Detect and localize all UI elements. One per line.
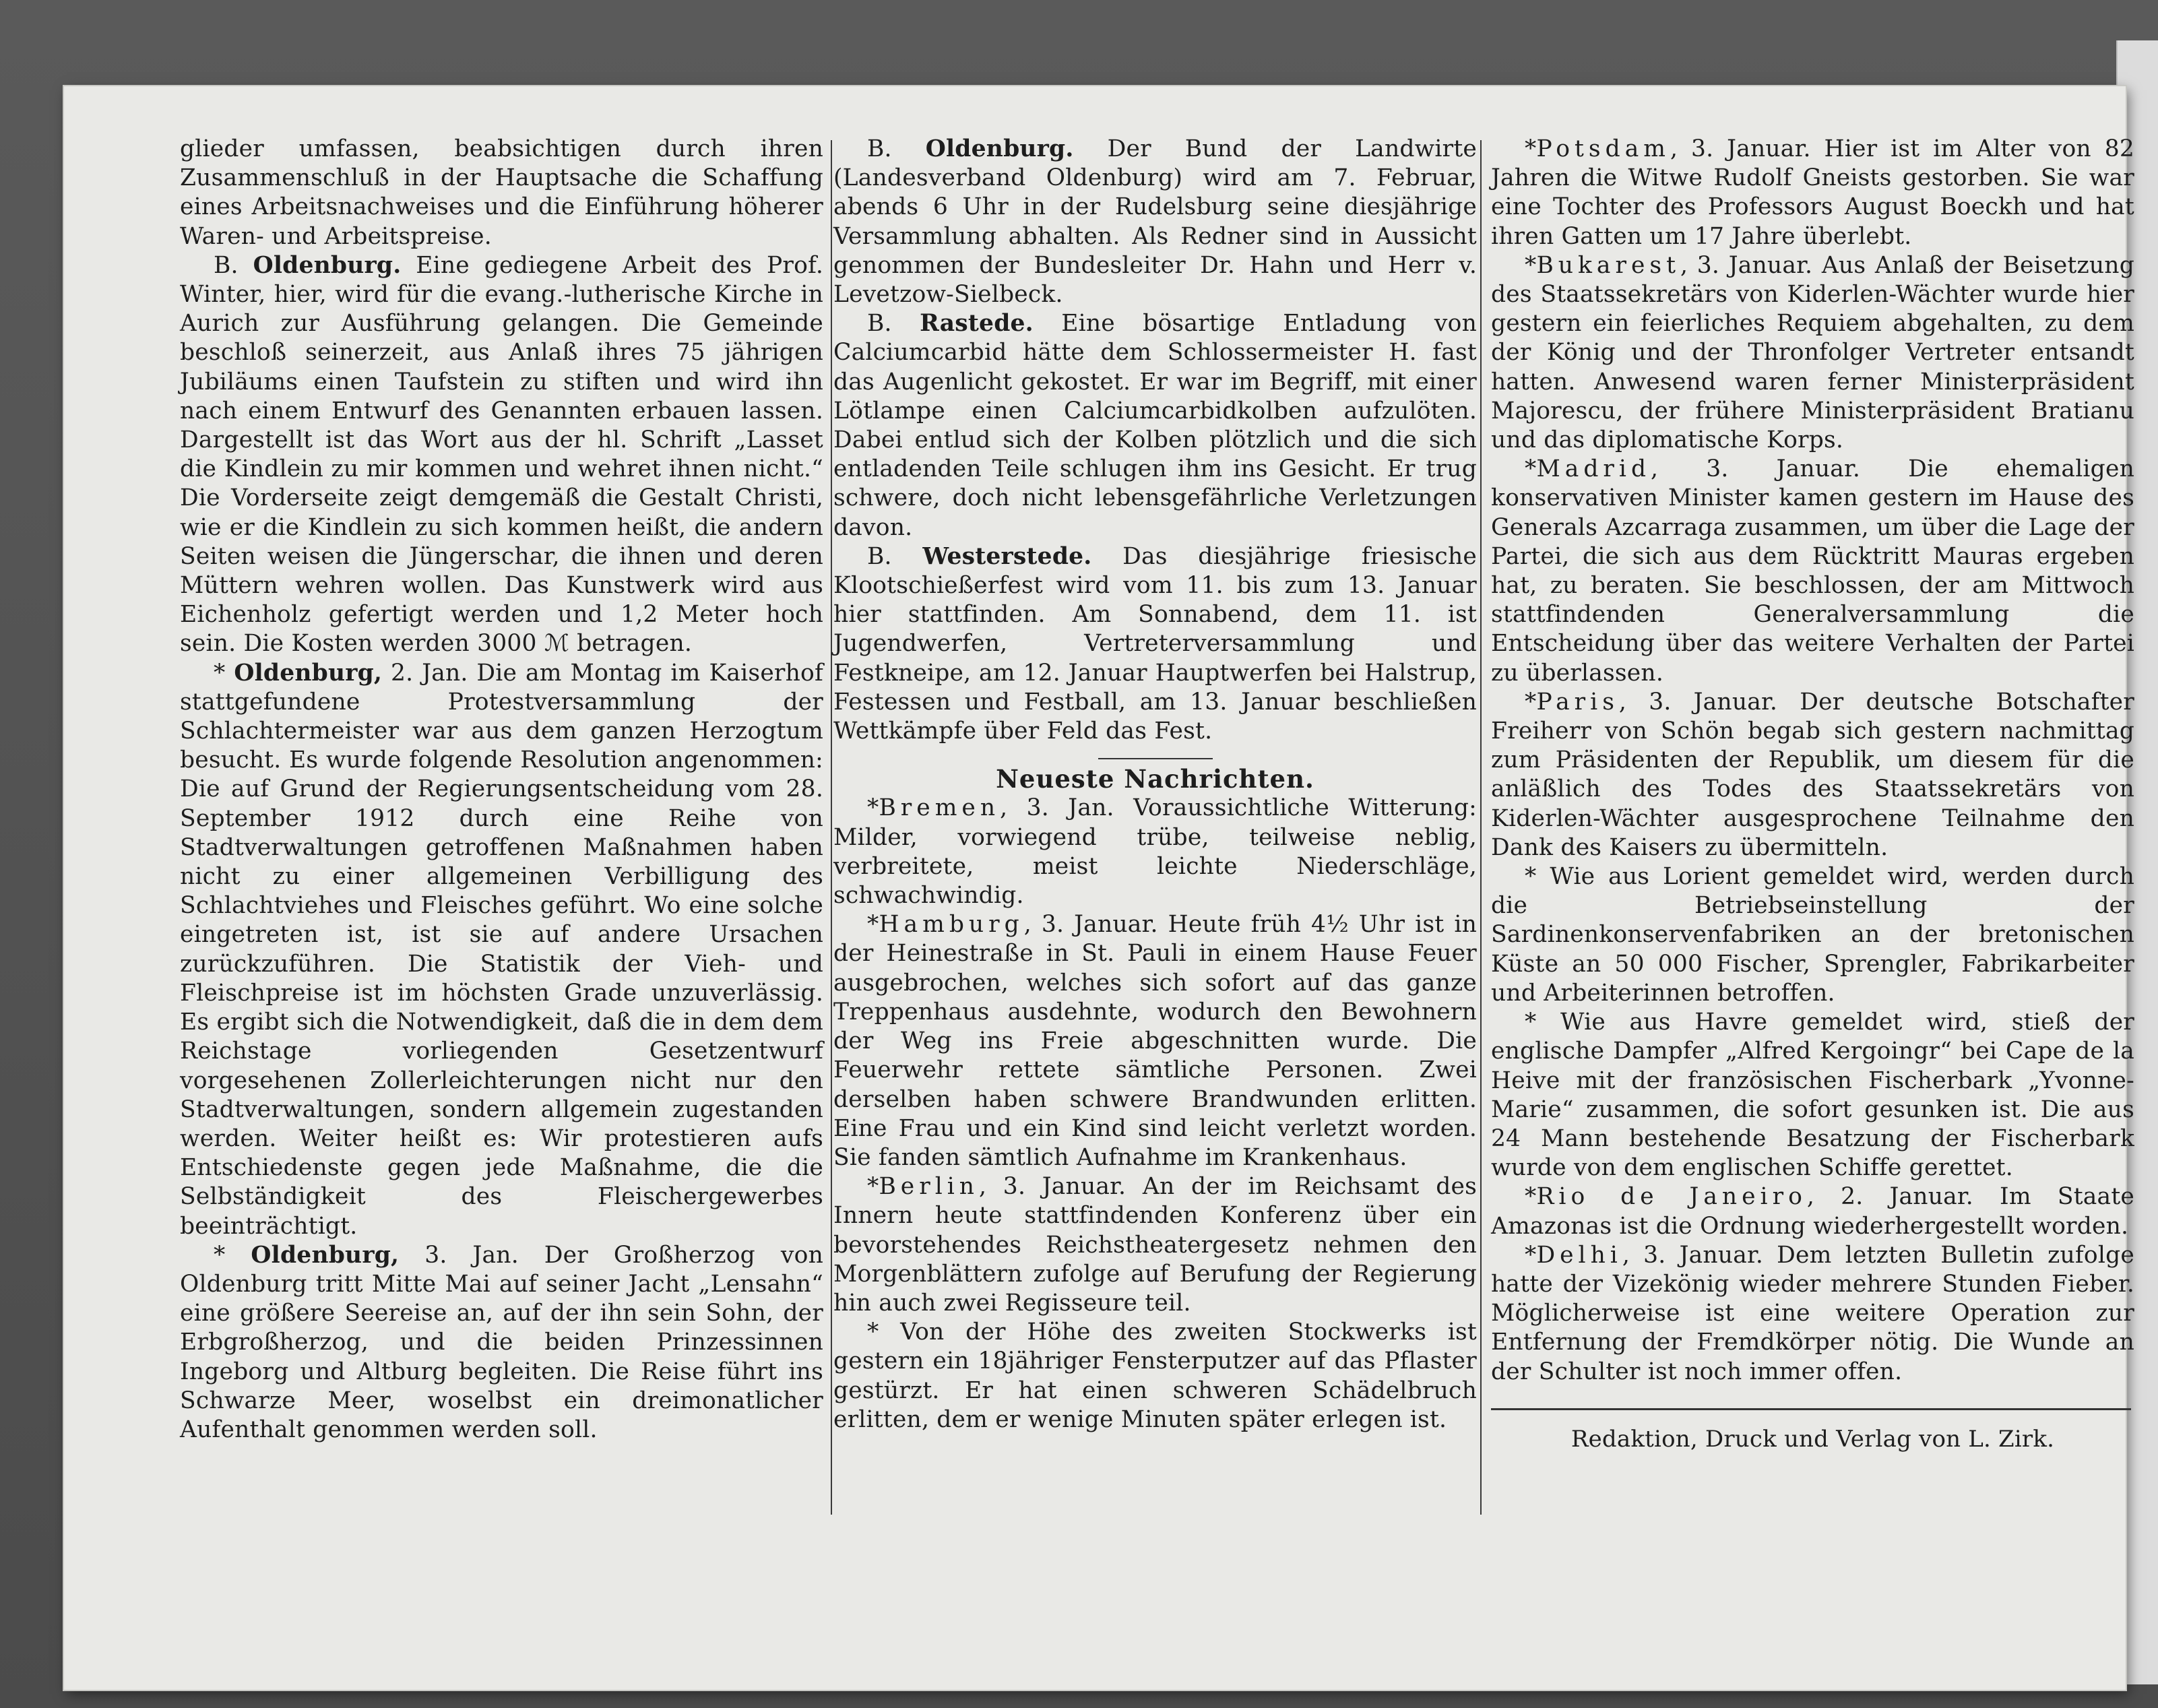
news-item: B. Oldenburg. Der Bund der Landwirte (Landesverband Oldenburg) wird am 7. Februar, abends 6 Uhr in der Rudelsburg seine diesjährige Versammlung abhalten. Als Redner sind in Aussicht genommen der Bundesleiter Dr. Hahn und Herr v. Levetzow-Sielbeck. <box>833 135 1477 309</box>
section-title: Neueste Nachrichten. <box>996 764 1314 794</box>
dateline-place: Rastede. <box>920 310 1034 338</box>
news-item: B. Oldenburg. Eine gediegene Arbeit des Prof. Winter, hier, wird für die evang.-lutherische Kirche in Aurich zur Ausführung gelangen. Die Gemeinde beschloß seinerzeit, aus Anlaß ihres 75 jährigen Jubiläums einen Taufstein zu stiften und wird ihn nach einem Entwurf des Genannten erbauen lassen. Dargestellt ist das Wort aus der hl. Schrift „Lasset die Kindlein zu mir kommen und wehret ihnen nicht.“ Die Vorderseite zeigt demgemäß die Gestalt Christi, wie er die Kindlein zu sich kommen heißt, die andern Seiten weisen die Jüngerschar, die ihnen und deren Müttern wehren wollen. Das Kunstwerk wird aus Eichenholz gefertigt werden und 1,2 Meter hoch sein. Die Kosten werden 3000 ℳ betragen. <box>180 251 823 658</box>
news-item: *Potsdam, 3. Januar. Hier ist im Alter von 82 Jahren die Witwe Rudolf Gneists gestorben. Sie war eine Tochter des Professors August Boeckh und hat ihren Gatten um 17 Jahre überlebt. <box>1491 135 2134 250</box>
news-item: *Bukarest, 3. Januar. Aus Anlaß der Beisetzung des Staatssekretärs von Kiderlen-Wächter wurde hier gestern ein feierliches Requiem abgehalten, zu dem der König und der Thronfolger Vertreter entsandt hatten. Anwesend waren ferner Ministerpräsident Majorescu, der frühere Ministerpräsident Bratianu und das diplomatische Korps. <box>1491 251 2134 454</box>
dateline-city: Berlin <box>879 1173 980 1201</box>
dateline-place: Westerstede. <box>922 542 1092 570</box>
dateline-place: Oldenburg, <box>251 1241 400 1269</box>
news-item: * Von der Höhe des zweiten Stockwerks ist gestern ein 18jähriger Fensterputzer auf das Pflaster gestürzt. Er hat einen schweren Schädelbruch erlitten, dem er wenige Minuten später erlegen ist. <box>833 1319 1477 1433</box>
column-1 <box>180 135 823 1445</box>
dateline-place: Oldenburg. <box>925 135 1074 162</box>
dateline-city: Madrid <box>1536 455 1651 483</box>
news-item: * Oldenburg, 2. Jan. Die am Montag im Kaiserhof stattgefundene Protestversammlung der Schlachtermeister war aus dem ganzen Herzogtum besucht. Es wurde folgende Resolution angenommen: Die auf Grund der Regierungsentscheidung vom 28. September 1912 durch eine Reihe von Stadtverwaltungen getroffenen Maßnahmen haben nicht zu einer allgemeinen Verbilligung des Schlachtviehes und Fleisches geführt. Wo eine solche eingetreten ist, ist sie auf andere Ursachen zurückzuführen. Die Statistik der Vieh- und Fleischpreise ist im höchsten Grade unzuverlässig. Es ergibt sich die Notwendigkeit, daß die in dem dem Reichstage vorliegenden Gesetzentwurf vorgesehenen Zollerleichterungen nicht nur den Stadtverwaltungen, sondern allgemein zugestanden werden. Weiter heißt es: Wir protestieren aufs Entschiedenste gegen jede Maßnahme, die die Selbständigkeit des Fleischergewerbes beeinträchtigt. <box>180 659 823 1240</box>
news-item: B. Westerstede. Das diesjährige friesische Klootschießerfest wird vom 11. bis zum 13. Januar hier stattfinden. Am Sonnabend, dem 11. ist Jugendwerfen, Vertreterversammlung und Festkneipe, am 12. Januar Hauptwerfen bei Halstrup, Festessen und Festball, am 13. Januar beschließen Wettkämpfe über Feld das Fest. <box>833 542 1477 745</box>
news-item: * Oldenburg, 3. Jan. Der Großherzog von Oldenburg tritt Mitte Mai auf seiner Jacht „Lensahn“ eine größere Seereise an, auf der ihn sein Sohn, der Erbgroßherzog, und die beiden Prinzessinnen Ingeborg und Altburg begleiten. Die Reise führt ins Schwarze Meer, woselbst ein dreimonatlicher Aufenthalt genommen werden soll. <box>180 1241 823 1443</box>
news-item: *Paris, 3. Januar. Der deutsche Botschafter Freiherr von Schön begab sich gestern nachmittag zum Präsidenten der Republik, um diesem für die anläßlich des Todes des Staatssekretärs von Kiderlen-Wächter ausgesprochene Teilnahme den Dank des Kaisers zu übermitteln. <box>1491 688 2134 861</box>
news-item: *Berlin, 3. Januar. An der im Reichsamt des Innern heute stattfindenden Konferenz über ein bevorstehendes Reichstheatergesetz nehmen den Morgenblättern zufolge auf Berufung der Regierung hin auch zwei Regisseure teil. <box>833 1173 1477 1317</box>
news-item: *Hamburg, 3. Januar. Heute früh 4½ Uhr ist in der Heinestraße in St. Pauli in einem Hause Feuer ausgebrochen, welches sich sofort auf das ganze Treppenhaus ausdehnte, wodurch den Bewohnern der Weg ins Freie abgeschnitten wurde. Die Feuerwehr rettete sämtliche Personen. Zwei derselben haben schwere Brandwunden erlitten. Eine Frau und ein Kind sind leicht verletzt worden. Sie fanden sämtlich Aufnahme im Krankenhaus. <box>833 911 1477 1171</box>
news-item: *Rio de Janeiro, 2. Januar. Im Staate Amazonas ist die Ordnung wiederhergestellt worden. <box>1491 1183 2134 1240</box>
imprint: Redaktion, Druck und Verlag von L. Zirk. <box>1570 1425 2055 1453</box>
dateline-city: Potsdam <box>1536 135 1670 162</box>
news-item: B. Rastede. Eine bösartige Entladung von Calciumcarbid hätte dem Schlossermeister H. fast das Augenlicht gekostet. Er war im Begriff, mit einer Lötlampe einen Calciumcarbidkolben aufzulöten. Dabei entlud sich der Kolben plötzlich und die sich entladenden Teile schlugen ihm ins Gesicht. Er trug schwere, doch nicht lebensgefährliche Verletzungen davon. <box>833 310 1477 541</box>
newspaper-page <box>64 86 2135 1690</box>
column-2 <box>833 135 1477 1434</box>
news-item: *Bremen, 3. Jan. Voraussichtliche Witterung: Milder, vorwiegend trübe, teilweise neblig, verbreitete, meist leichte Niederschläge, schwachwindig. <box>833 794 1477 910</box>
paragraph: glieder umfassen, beabsichtigen durch ihren Zusammenschluß in der Hauptsache die Schaffung eines Arbeitsnachweises und die Einführung höherer Waren- und Arbeitspreise. <box>180 135 823 250</box>
dateline-city: Paris <box>1536 688 1619 716</box>
column-3 <box>1491 135 2134 1454</box>
dateline-place: Oldenburg. <box>253 251 402 279</box>
dateline-city: Delhi <box>1536 1241 1622 1269</box>
dateline-city: Bremen <box>879 794 1001 822</box>
section-divider <box>1098 758 1213 759</box>
footer-rule <box>1491 1408 2131 1410</box>
dateline-city: Rio de Janeiro <box>1536 1183 1807 1211</box>
dateline-city: Hamburg <box>879 911 1024 939</box>
news-item: *Madrid, 3. Januar. Die ehemaligen konservativen Minister kamen gestern im Hause des Generals Azcarraga zusammen, um über die Lage der Partei, die sich aus dem Rücktritt Mauras ergeben hat, zu beraten. Sie beschlossen, der am Mittwoch stattfindenden Generalversammlung die Entscheidung über das weitere Verhalten der Partei zu überlassen. <box>1491 455 2134 687</box>
news-item: * Wie aus Lorient gemeldet wird, werden durch die Betriebseinstellung der Sardinenkonservenfabriken an der bretonischen Küste an 50 000 Fischer, Sprengler, Fabrikarbeiter und Arbeiterinnen betroffen. <box>1491 863 2134 1007</box>
column-rule <box>831 140 832 1515</box>
column-rule <box>1480 140 1482 1515</box>
news-item: *Delhi, 3. Januar. Dem letzten Bulletin zufolge hatte der Vizekönig wieder mehrere Stunden Fieber. Möglicherweise ist eine weitere Operation zur Entfernung der Fremdkörper nötig. Die Wunde an der Schulter ist noch immer offen. <box>1491 1241 2134 1385</box>
news-item: * Wie aus Havre gemeldet wird, stieß der englische Dampfer „Alfred Kergoingr“ bei Cape de la Heive mit der französischen Fischerbark „Yvonne-Marie“ zusammen, die sofort gesunken ist. Die aus 24 Mann bestehende Besatzung der Fischerbark wurde von dem englischen Schiffe gerettet. <box>1491 1009 2135 1182</box>
dateline-city: Bukarest <box>1536 251 1680 279</box>
dateline-place: Oldenburg, <box>234 659 383 687</box>
